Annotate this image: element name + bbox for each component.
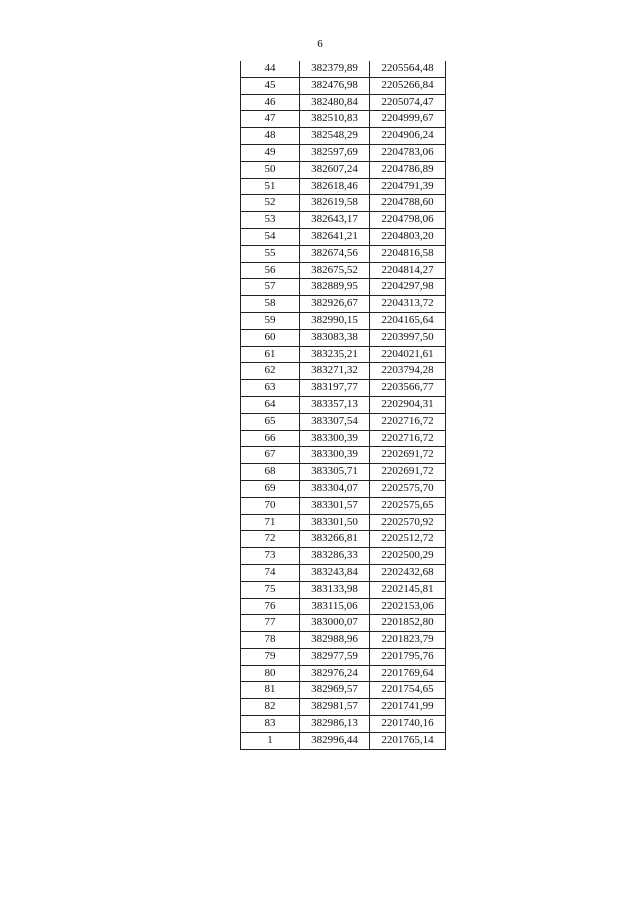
page-number: 6 [317, 38, 323, 50]
point-number-cell: 60 [241, 329, 300, 346]
point-number-cell: 1 [241, 732, 300, 749]
x-coordinate-cell: 382988,96 [300, 632, 370, 649]
point-number-cell: 57 [241, 279, 300, 296]
y-coordinate-cell: 2204165,64 [370, 312, 446, 329]
point-number-cell: 61 [241, 346, 300, 363]
point-number-cell: 72 [241, 531, 300, 548]
y-coordinate-cell: 2203566,77 [370, 380, 446, 397]
y-coordinate-cell: 2202512,72 [370, 531, 446, 548]
point-number-cell: 52 [241, 195, 300, 212]
y-coordinate-cell: 2205074,47 [370, 94, 446, 111]
point-number-cell: 53 [241, 212, 300, 229]
y-coordinate-cell: 2202432,68 [370, 564, 446, 581]
point-number-cell: 49 [241, 144, 300, 161]
y-coordinate-cell: 2201740,16 [370, 716, 446, 733]
y-coordinate-cell: 2201765,14 [370, 732, 446, 749]
table-row [241, 329, 446, 346]
table-row [241, 497, 446, 514]
x-coordinate-cell: 383301,57 [300, 497, 370, 514]
table-row [241, 480, 446, 497]
x-coordinate-cell: 383301,50 [300, 514, 370, 531]
x-coordinate-cell: 382889,95 [300, 279, 370, 296]
x-coordinate-cell: 382675,52 [300, 262, 370, 279]
table-row [241, 447, 446, 464]
point-number-cell: 76 [241, 598, 300, 615]
x-coordinate-cell: 383286,33 [300, 548, 370, 565]
y-coordinate-cell: 2204791,39 [370, 178, 446, 195]
table-row [241, 564, 446, 581]
x-coordinate-cell: 382480,84 [300, 94, 370, 111]
point-number-cell: 82 [241, 699, 300, 716]
table-row [241, 279, 446, 296]
point-number-cell: 67 [241, 447, 300, 464]
table-row [241, 699, 446, 716]
table-row [241, 94, 446, 111]
y-coordinate-cell: 2204788,60 [370, 195, 446, 212]
table-row [241, 346, 446, 363]
point-number-cell: 75 [241, 581, 300, 598]
table-row [241, 413, 446, 430]
x-coordinate-cell: 382969,57 [300, 682, 370, 699]
table-row [241, 380, 446, 397]
x-coordinate-cell: 382674,56 [300, 245, 370, 262]
x-coordinate-cell: 383115,06 [300, 598, 370, 615]
table-row [241, 228, 446, 245]
point-number-cell: 50 [241, 161, 300, 178]
x-coordinate-cell: 382641,21 [300, 228, 370, 245]
point-number-cell: 77 [241, 615, 300, 632]
x-coordinate-cell: 383243,84 [300, 564, 370, 581]
x-coordinate-cell: 382597,69 [300, 144, 370, 161]
point-number-cell: 54 [241, 228, 300, 245]
point-number-cell: 51 [241, 178, 300, 195]
y-coordinate-cell: 2202575,65 [370, 497, 446, 514]
point-number-cell: 69 [241, 480, 300, 497]
point-number-cell: 48 [241, 128, 300, 145]
table-row [241, 245, 446, 262]
x-coordinate-cell: 383083,38 [300, 329, 370, 346]
y-coordinate-cell: 2202691,72 [370, 464, 446, 481]
y-coordinate-cell: 2202153,06 [370, 598, 446, 615]
x-coordinate-cell: 383000,07 [300, 615, 370, 632]
y-coordinate-cell: 2201795,76 [370, 648, 446, 665]
point-number-cell: 68 [241, 464, 300, 481]
x-coordinate-cell: 383197,77 [300, 380, 370, 397]
y-coordinate-cell: 2202716,72 [370, 430, 446, 447]
x-coordinate-cell: 383266,81 [300, 531, 370, 548]
x-coordinate-cell: 382619,58 [300, 195, 370, 212]
y-coordinate-cell: 2204798,06 [370, 212, 446, 229]
y-coordinate-cell: 2201741,99 [370, 699, 446, 716]
point-number-cell: 59 [241, 312, 300, 329]
y-coordinate-cell: 2202500,29 [370, 548, 446, 565]
y-coordinate-cell: 2202904,31 [370, 396, 446, 413]
x-coordinate-cell: 383271,32 [300, 363, 370, 380]
x-coordinate-cell: 382379,89 [300, 61, 370, 77]
point-number-cell: 62 [241, 363, 300, 380]
x-coordinate-cell: 383307,54 [300, 413, 370, 430]
point-number-cell: 81 [241, 682, 300, 699]
x-coordinate-cell: 382548,29 [300, 128, 370, 145]
y-coordinate-cell: 2203794,28 [370, 363, 446, 380]
table-row [241, 312, 446, 329]
table-row [241, 514, 446, 531]
y-coordinate-cell: 2201769,64 [370, 665, 446, 682]
point-number-cell: 74 [241, 564, 300, 581]
point-number-cell: 63 [241, 380, 300, 397]
y-coordinate-cell: 2204816,58 [370, 245, 446, 262]
x-coordinate-cell: 383133,98 [300, 581, 370, 598]
point-number-cell: 56 [241, 262, 300, 279]
table-row [241, 581, 446, 598]
table-row [241, 262, 446, 279]
table-row [241, 682, 446, 699]
y-coordinate-cell: 2201852,80 [370, 615, 446, 632]
table-row [241, 396, 446, 413]
y-coordinate-cell: 2202691,72 [370, 447, 446, 464]
table-row [241, 548, 446, 565]
point-number-cell: 80 [241, 665, 300, 682]
table-row [241, 195, 446, 212]
x-coordinate-cell: 383235,21 [300, 346, 370, 363]
y-coordinate-cell: 2204783,06 [370, 144, 446, 161]
table-row [241, 632, 446, 649]
table-row [241, 716, 446, 733]
y-coordinate-cell: 2202570,92 [370, 514, 446, 531]
x-coordinate-cell: 383300,39 [300, 447, 370, 464]
y-coordinate-cell: 2205564,48 [370, 61, 446, 77]
x-coordinate-cell: 382976,24 [300, 665, 370, 682]
y-coordinate-cell: 2204021,61 [370, 346, 446, 363]
point-number-cell: 44 [241, 61, 300, 77]
x-coordinate-cell: 382618,46 [300, 178, 370, 195]
point-number-cell: 47 [241, 111, 300, 128]
point-number-cell: 45 [241, 77, 300, 94]
point-number-cell: 55 [241, 245, 300, 262]
x-coordinate-cell: 382476,98 [300, 77, 370, 94]
x-coordinate-cell: 383357,13 [300, 396, 370, 413]
y-coordinate-cell: 2204999,67 [370, 111, 446, 128]
x-coordinate-cell: 383305,71 [300, 464, 370, 481]
table-row [241, 430, 446, 447]
table-row [241, 178, 446, 195]
x-coordinate-cell: 382986,13 [300, 716, 370, 733]
x-coordinate-cell: 382981,57 [300, 699, 370, 716]
y-coordinate-cell: 2205266,84 [370, 77, 446, 94]
table-row [241, 615, 446, 632]
table-row [241, 111, 446, 128]
table-row [241, 61, 446, 77]
x-coordinate-cell: 382977,59 [300, 648, 370, 665]
table-row [241, 144, 446, 161]
point-number-cell: 73 [241, 548, 300, 565]
y-coordinate-cell: 2201754,65 [370, 682, 446, 699]
table-row [241, 128, 446, 145]
x-coordinate-cell: 383304,07 [300, 480, 370, 497]
y-coordinate-cell: 2204814,27 [370, 262, 446, 279]
table-row [241, 161, 446, 178]
point-number-cell: 64 [241, 396, 300, 413]
y-coordinate-cell: 2203997,50 [370, 329, 446, 346]
x-coordinate-cell: 382926,67 [300, 296, 370, 313]
table-row [241, 464, 446, 481]
x-coordinate-cell: 383300,39 [300, 430, 370, 447]
point-number-cell: 46 [241, 94, 300, 111]
table-row [241, 77, 446, 94]
table-row [241, 665, 446, 682]
point-number-cell: 66 [241, 430, 300, 447]
table-row [241, 648, 446, 665]
point-number-cell: 71 [241, 514, 300, 531]
point-number-cell: 83 [241, 716, 300, 733]
x-coordinate-cell: 382990,15 [300, 312, 370, 329]
table-row [241, 363, 446, 380]
y-coordinate-cell: 2204297,98 [370, 279, 446, 296]
x-coordinate-cell: 382996,44 [300, 732, 370, 749]
y-coordinate-cell: 2202575,70 [370, 480, 446, 497]
x-coordinate-cell: 382643,17 [300, 212, 370, 229]
y-coordinate-cell: 2202716,72 [370, 413, 446, 430]
y-coordinate-cell: 2204803,20 [370, 228, 446, 245]
point-number-cell: 79 [241, 648, 300, 665]
y-coordinate-cell: 2204906,24 [370, 128, 446, 145]
table-row [241, 598, 446, 615]
table-row [241, 732, 446, 749]
point-number-cell: 65 [241, 413, 300, 430]
x-coordinate-cell: 382510,83 [300, 111, 370, 128]
x-coordinate-cell: 382607,24 [300, 161, 370, 178]
point-number-cell: 70 [241, 497, 300, 514]
y-coordinate-cell: 2204786,89 [370, 161, 446, 178]
y-coordinate-cell: 2204313,72 [370, 296, 446, 313]
y-coordinate-cell: 2201823,79 [370, 632, 446, 649]
point-number-cell: 58 [241, 296, 300, 313]
table-row [241, 296, 446, 313]
table-row [241, 212, 446, 229]
coordinates-table-body [241, 61, 446, 749]
y-coordinate-cell: 2202145,81 [370, 581, 446, 598]
coordinates-table [240, 61, 446, 750]
table-row [241, 531, 446, 548]
point-number-cell: 78 [241, 632, 300, 649]
